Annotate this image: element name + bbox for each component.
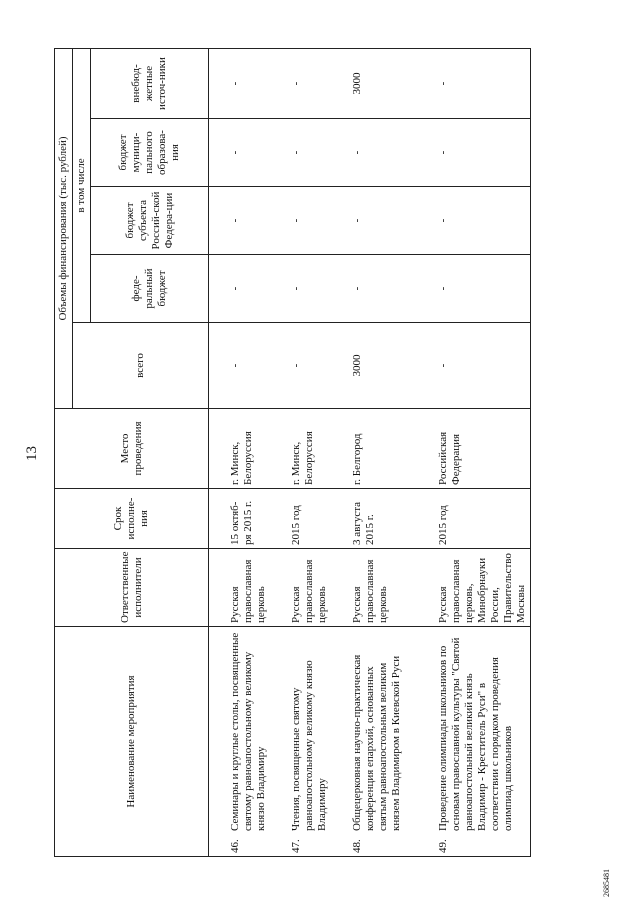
row-total: - [435,323,531,409]
row-number: 48. [351,839,363,853]
row-deadline: 3 августа 2015 г. [349,489,405,549]
row-executors: Русская православная церковь [227,549,270,627]
row-name: Чтения, посвященные святому равноапостольному великому князю Владимиру [290,660,328,831]
header-name: Наименование мероприятия [55,627,209,857]
header-municipal: бюджет муници-пального образова-ния [91,119,209,187]
funding-table [54,48,531,857]
row-place: г. Минск, Белоруссия [227,409,270,489]
row-extra: - [227,49,270,119]
row-subject: - [288,187,331,255]
header-extra: внебюд-жетные источ-ники [91,49,209,119]
header-deadline: Срок исполне-ния [55,489,209,549]
row-federal: - [435,255,531,323]
row-extra: - [435,49,531,119]
row-number: 46. [229,839,241,853]
document-id: 2685481 [602,869,611,897]
table-row [435,49,531,857]
header-including: в том числе [73,49,91,323]
row-name: Проведение олимпиады школьников по основам православной культуры "Святой равноапостольный великий князь Владимир - Креститель Руси" в соответствии с порядком проведения олимпиад школьников [437,637,514,831]
row-deadline: 2015 год [288,489,331,549]
row-federal: - [227,255,270,323]
row-subject: - [227,187,270,255]
row-executors: Русская православная церковь, Минобрнауки России, Правительство Москвы [435,549,531,627]
row-executors: Русская православная церковь [288,549,331,627]
row-municipal: - [227,119,270,187]
header-executors: Ответственные исполнители [55,549,209,627]
row-municipal: - [349,119,405,187]
header-place: Место проведения [55,409,209,489]
row-deadline: 15 октяб- ря 2015 г. [227,489,270,549]
row-name: Семинары и круглые столы, посвященные святому равноапостольному великому князю Владимиру [229,632,267,831]
row-subject: - [349,187,405,255]
row-federal: - [288,255,331,323]
row-subject: - [435,187,531,255]
header-funding: Объемы финансирования (тыс. рублей) [55,49,73,409]
header-federal: феде-ральный бюджет [91,255,209,323]
row-municipal: - [288,119,331,187]
row-total: - [227,323,270,409]
row-place: Российская Федерация [435,409,531,489]
row-total: 3000 [349,323,405,409]
header-subject: бюджет субъекта Россий-ской Федера-ции [91,187,209,255]
table-row [227,49,270,857]
row-number: 49. [437,839,449,853]
row-name: Общецерковная научно-практическая конференция епархий, основанных святым равноапостольным великим князем Владимиром в Киевской Руси [351,654,402,831]
header-total: всего [73,323,209,409]
row-deadline: 2015 год [435,489,531,549]
table-row [288,49,331,857]
row-extra: - [288,49,331,119]
row-municipal: - [435,119,531,187]
table-row [349,49,405,857]
row-place: г. Минск, Белоруссия [288,409,331,489]
page-number: 13 [24,446,40,461]
row-federal: - [349,255,405,323]
row-number: 47. [290,839,302,853]
row-extra: 3000 [349,49,405,119]
row-place: г. Белгород [349,409,405,489]
row-executors: Русская православная церковь [349,549,405,627]
row-total: - [288,323,331,409]
